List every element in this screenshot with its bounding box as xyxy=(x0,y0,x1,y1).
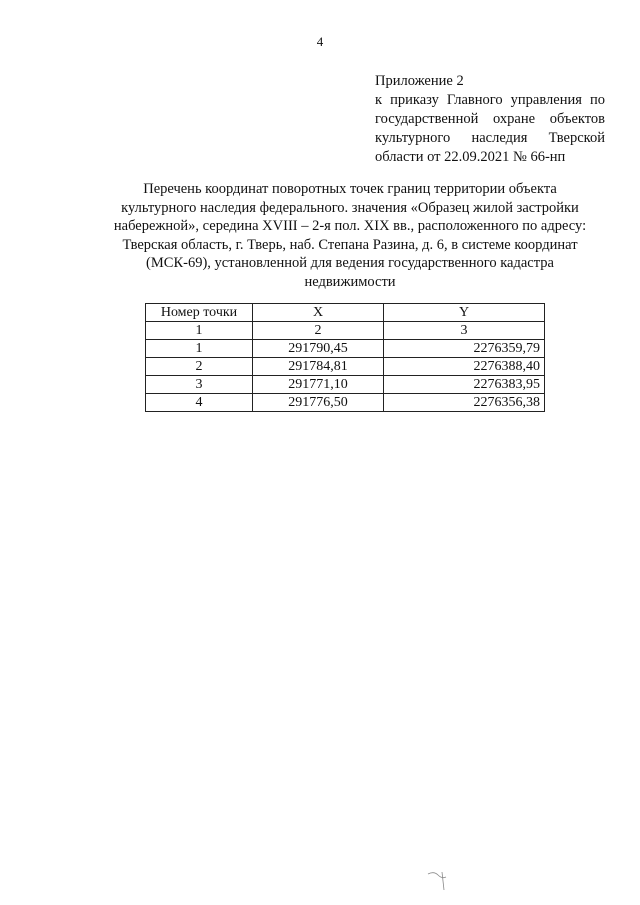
page-number: 4 xyxy=(316,34,324,49)
appendix-line: к приказу Главного управления по xyxy=(375,92,605,108)
x-coordinate-cell: 291776,50 xyxy=(253,394,384,412)
column-number: 2 xyxy=(253,322,384,340)
appendix-line: государственной охране объектов xyxy=(375,111,605,127)
point-number-cell: 2 xyxy=(146,358,253,376)
point-number-cell: 1 xyxy=(146,340,253,358)
column-number: 3 xyxy=(384,322,545,340)
point-number-cell: 3 xyxy=(146,376,253,394)
appendix-heading: Приложение 2 xyxy=(375,73,464,89)
table-row xyxy=(146,340,545,358)
title-line: Перечень координат поворотных точек границ территории объекта xyxy=(143,181,557,197)
y-coordinate-cell: 2276359,79 xyxy=(384,340,545,358)
scan-mark xyxy=(426,868,456,894)
header-point-number: Номер точки xyxy=(146,304,253,322)
table-header-row xyxy=(146,304,545,322)
point-number-cell: 4 xyxy=(146,394,253,412)
coordinates-table xyxy=(145,303,545,412)
header-x: X xyxy=(253,304,384,322)
title-line: (МСК-69), установленной для ведения государственного кадастра xyxy=(146,255,554,271)
table-row xyxy=(146,358,545,376)
x-coordinate-cell: 291771,10 xyxy=(253,376,384,394)
title-line: культурного наследия федерального. значения «Образец жилой застройки xyxy=(121,199,579,216)
header-y: Y xyxy=(384,304,545,322)
y-coordinate-cell: 2276356,38 xyxy=(384,394,545,412)
table-row xyxy=(146,376,545,394)
x-coordinate-cell: 291790,45 xyxy=(253,340,384,358)
document-title xyxy=(100,180,600,291)
table-row xyxy=(146,394,545,412)
title-line: Тверская область, г. Тверь, наб. Степана Разина, д. 6, в системе координат xyxy=(122,236,578,253)
table-column-number-row xyxy=(146,322,545,340)
title-line: набережной», середина XVIII – 2-я пол. XIX вв., расположенного по адресу: xyxy=(113,218,587,234)
appendix-line: области от 22.09.2021 № 66-нп xyxy=(375,149,566,165)
title-line: недвижимости xyxy=(304,273,396,290)
x-coordinate-cell: 291784,81 xyxy=(253,358,384,376)
appendix-block xyxy=(375,72,605,167)
y-coordinate-cell: 2276388,40 xyxy=(384,358,545,376)
column-number: 1 xyxy=(146,322,253,340)
y-coordinate-cell: 2276383,95 xyxy=(384,376,545,394)
appendix-line: культурного наследия Тверской xyxy=(375,130,605,146)
